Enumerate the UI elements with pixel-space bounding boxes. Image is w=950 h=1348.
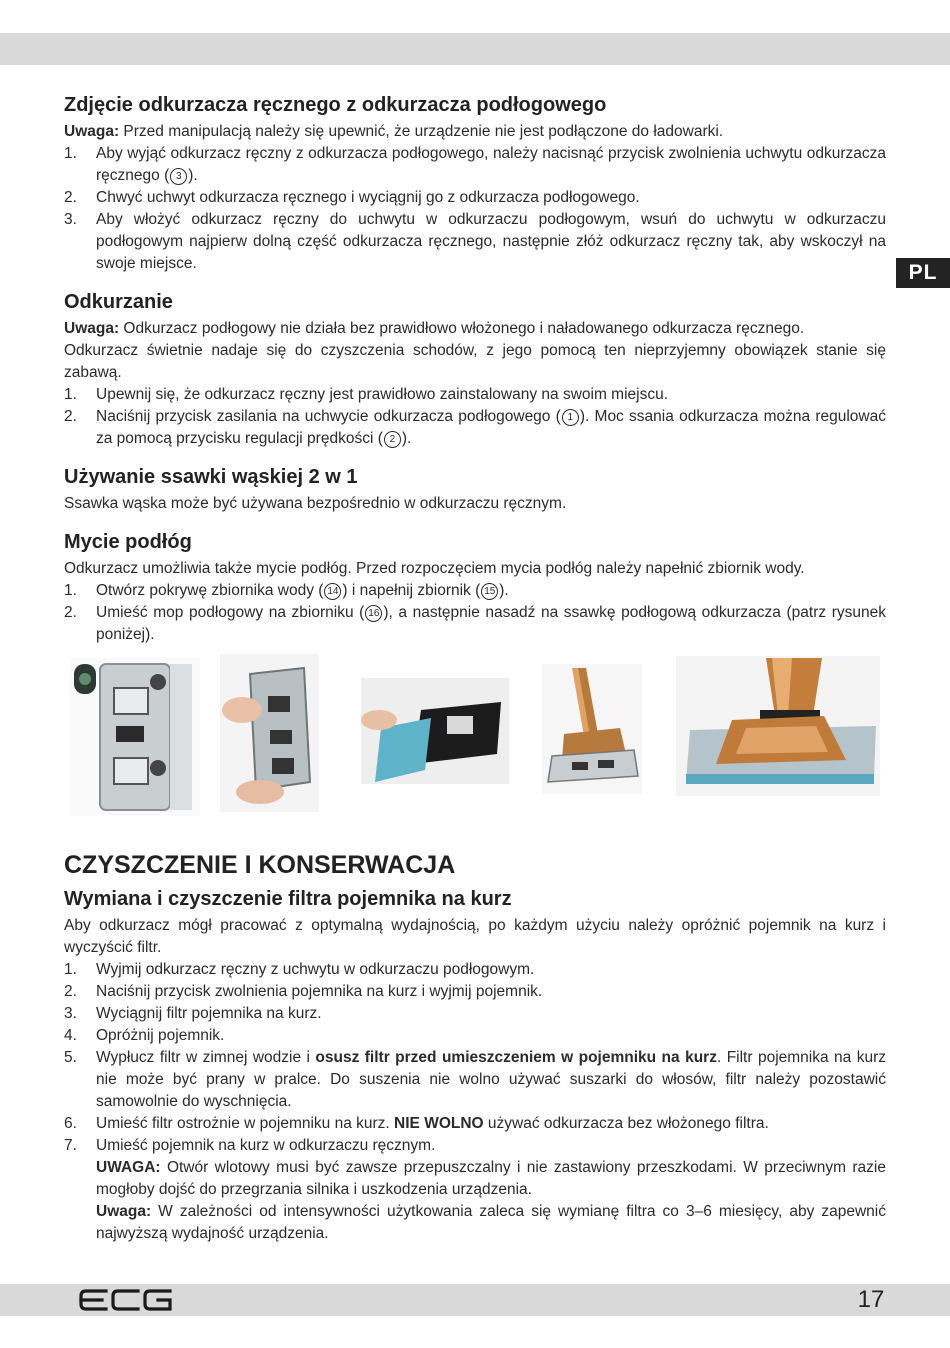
list-item: 3. Wyciągnij filtr pojemnika na kurz. [64,1005,322,1022]
list-item: 1. Upewnij się, że odkurzacz ręczny jest prawidłowo zainstalowany na swoim miejscu. [64,386,669,403]
steps-list [64,143,886,275]
section-floor-mopping [64,529,886,646]
list-item: 2. Umieść mop podłogowy na zbiorniku ( 16 ), a następnie nasadź na ssawkę podłogową odkurzacza (patrz rysunek poniżej). [64,604,886,643]
steps-list [64,580,886,646]
header-bar [0,33,950,65]
reference-number: 14 [324,583,341,600]
paragraph: Ssawka wąska może być używana bezpośrednio w odkurzaczu ręcznym. [64,495,567,512]
vacuum-with-mop-photo [542,664,642,794]
language-tab: PL [896,258,950,288]
page-content [64,92,886,1245]
list-item: 1. Otwórz pokrywę zbiornika wody ( 14 ) i napełnij zbiornik ( 15 ). [64,582,509,599]
list-item: 7. Umieść pojemnik na kurz w odkurzaczu ręcznym. [64,1137,436,1154]
steps-list [64,384,886,450]
reference-number: 15 [481,583,498,600]
list-item: 4. Opróżnij pojemnik. [64,1027,225,1044]
list-item: 2. Naciśnij przycisk zwolnienia pojemnika na kurz i wyjmij pojemnik. [64,983,543,1000]
filter-note: Uwaga: W zależności od intensywności użytkowania zaleca się wymianę filtra co 3–6 miesięcy, aby zapewnić najwyższą wydajność urządzenia. [96,1203,886,1242]
section-remove-handheld [64,92,886,275]
list-item: 6. Umieść filtr ostrożnie w pojemniku na kurz. NIE WOLNO używać odkurzacza bez włożonego filtra. [64,1115,769,1132]
list-item: 2. Naciśnij przycisk zasilania na uchwycie odkurzacza podłogowego ( 1 ). Moc ssania odkurzacza można regulować za pomocą przycisku regulacji prędkości ( 2 ). [64,408,886,447]
section-title: Używanie ssawki wąskiej 2 w 1 [64,466,358,488]
ecg-logo-mark [78,1288,174,1312]
page-number: 17 [857,1286,885,1313]
paragraph: Odkurzacz umożliwia także mycie podłóg. Przed rozpoczęciem mycia podłóg należy napełnić zbiornik wody. [64,560,805,577]
chapter-cleaning [64,850,886,1245]
steps-list [64,959,886,1245]
filling-tank-photo [220,654,319,812]
photo-strip [0,650,950,850]
chapter-title: CZYSZCZENIE I KONSERWACJA [64,851,456,879]
list-item: 1. Wyjmij odkurzacz ręczny z uchwytu w odkurzaczu podłogowym. [64,961,535,978]
section-title: Mycie podłóg [64,531,192,553]
reference-number: 2 [384,431,401,448]
section-crevice-nozzle [64,464,886,515]
reference-number: 3 [170,168,187,185]
reference-number: 1 [562,409,579,426]
note: Uwaga: Przed manipulacją należy się upewnić, że urządzenie nie jest podłączone do ładowarki. [64,123,724,140]
reference-number: 16 [365,605,382,622]
water-tank-photo [70,658,200,816]
section-title: Wymiana i czyszczenie filtra pojemnika na kurz [64,888,512,910]
section-title: Odkurzanie [64,291,173,313]
floor-nozzle-photo [676,656,880,796]
note: Uwaga: Odkurzacz podłogowy nie działa bez prawidłowo włożonego i naładowanego odkurzacza ręcznego. [64,320,805,337]
list-item: 1. Aby wyjąć odkurzacz ręczny z odkurzacza podłogowego, należy nacisnąć przycisk zwolnienia uchwytu odkurzacza ręcznego ( 3 ). [64,145,886,184]
list-item: 3. Aby włożyć odkurzacz ręczny do uchwytu w odkurzaczu podłogowym, wsuń do uchwytu w odkurzaczu podłogowym najpierw dolną część odkurzacza ręcznego, następnie złóż odkurzacz ręczny tak, aby wskoczył na swoje miejsce. [64,211,886,272]
paragraph: Aby odkurzacz mógł pracować z optymalną wydajnością, po każdym użyciu należy opróżnić pojemnik na kurz i wyczyścić filtr. [64,917,886,956]
paragraph: Odkurzacz świetnie nadaje się do czyszczenia schodów, z jego pomocą ten nieprzyjemny obowiązek stanie się zabawą. [64,342,886,381]
warning-note: UWAGA: Otwór wlotowy musi być zawsze przepuszczalny i nie zastawiony przeszkodami. W przeciwnym razie mogłoby dojść do przegrzania silnika i uszkodzenia urządzenia. [96,1159,886,1198]
list-item: 2. Chwyć uchwyt odkurzacza ręcznego i wyciągnij go z odkurzacza podłogowego. [64,189,640,206]
list-item: 5. Wypłucz filtr w zimnej wodzie i osusz filtr przed umieszczeniem w pojemniku na kurz. Filtr pojemnika na kurz nie może być prany w pralce. Do suszenia nie wolno używać suszarki do włosów, filtr należy pozostawić samowolnie do wyschnięcia. [64,1049,887,1110]
mop-attaching-photo [361,678,509,784]
section-vacuuming [64,289,886,450]
section-title: Zdjęcie odkurzacza ręcznego z odkurzacza podłogowego [64,94,607,116]
